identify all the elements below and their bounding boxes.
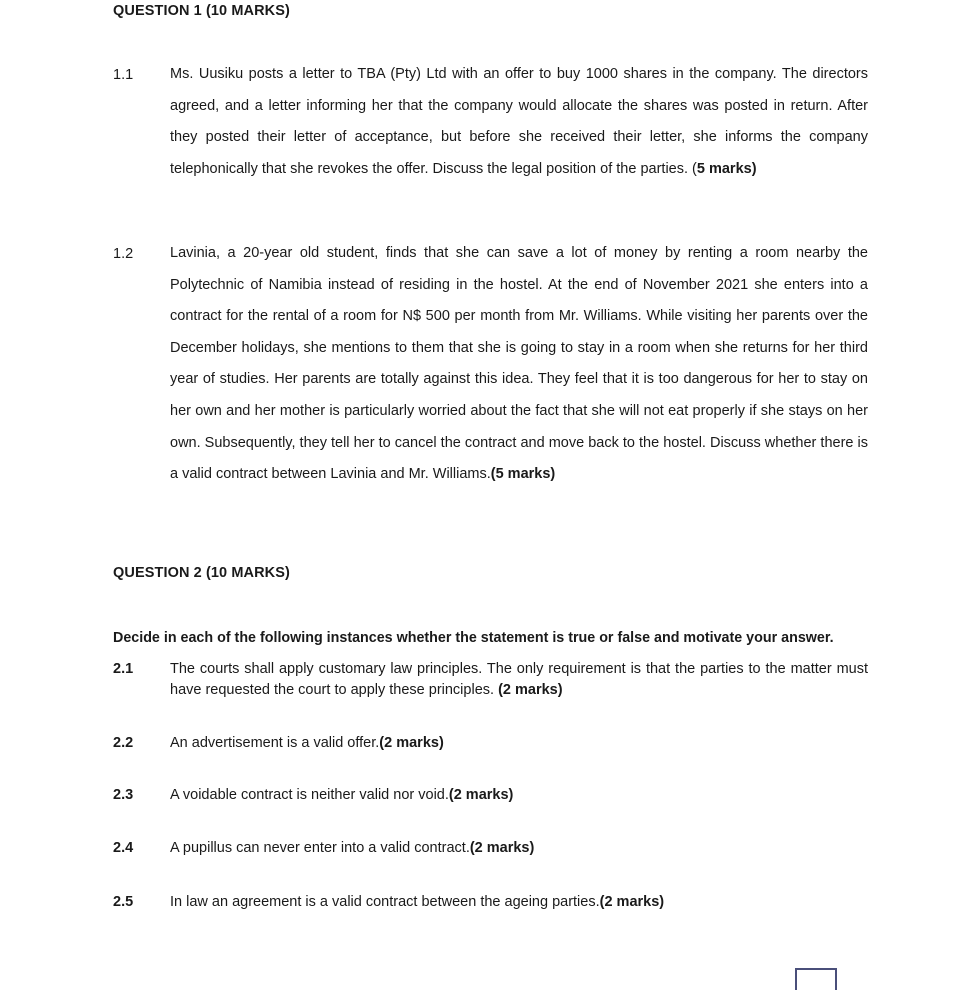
- question-1-2-number: 1.2: [113, 246, 134, 262]
- question-1-2-text: [170, 238, 868, 491]
- question-2-2-marks: (2 marks): [379, 735, 444, 751]
- question-2-5-marks: (2 marks): [599, 894, 665, 910]
- question-1-1-marks: 5 marks): [696, 160, 757, 177]
- question-2-4-body: A pupillus can never enter into a valid contract.: [170, 840, 470, 856]
- question-2-3-text: [170, 785, 868, 806]
- question-2-4-text: [170, 838, 868, 859]
- question-2-1-body: The courts shall apply customary law principles. The only requirement is that the parties to the matter must have requested the court to apply these principles.: [170, 661, 868, 698]
- question-1-2-marks: (5 marks): [490, 466, 556, 483]
- question-2-1-marks: (2 marks): [498, 682, 563, 698]
- question-2-heading: QUESTION 2 (10 MARKS): [113, 565, 290, 581]
- question-2-2-body: An advertisement is a valid offer.: [170, 735, 380, 751]
- question-2-4-number: 2.4: [113, 840, 134, 856]
- question-2-5-body: In law an agreement is a valid contract between the ageing parties.: [170, 894, 600, 910]
- question-2-3-body: A voidable contract is neither valid nor void.: [170, 787, 449, 803]
- page-corner-box: [795, 968, 837, 990]
- question-2-3-marks: (2 marks): [448, 787, 514, 803]
- question-2-instruction: Decide in each of the following instances whether the statement is true or false and motivate your answer.: [113, 630, 834, 646]
- question-2-4-marks: (2 marks): [469, 840, 535, 856]
- question-1-heading: QUESTION 1 (10 MARKS): [113, 3, 290, 19]
- question-1-2-body: Lavinia, a 20-year old student, finds that she can save a lot of money by renting a room nearby the Polytechnic of Namibia instead of residing in the hostel. At the end of November 2021 she enters into a contract for the rental of a room for N$ 500 per month from Mr. Williams. While visiting her parents over the December holidays, she mentions to them that she is going to stay in a room when she returns for her third year of studies. Her parents are totally against this idea. They feel that it is too dangerous for her to stay on her own and her mother is particularly worried about the fact that she will not eat properly if she stays on her own. Subsequently, they tell her to cancel the contract and move back to the hostel. Discuss whether there is a valid contract between Lavinia and Mr. Williams.: [170, 245, 868, 483]
- question-2-2-number: 2.2: [113, 735, 134, 751]
- question-2-5-number: 2.5: [113, 894, 134, 910]
- question-2-5-text: [170, 892, 868, 913]
- question-2-1-text: [170, 659, 868, 701]
- question-1-1-number: 1.1: [113, 67, 134, 83]
- question-1-1-body: Ms. Uusiku posts a letter to TBA (Pty) Ltd with an offer to buy 1000 shares in the company. The directors agreed, and a letter informing her that the company would allocate the shares was posted in return. After they posted their letter of acceptance, but before she received their letter, she informs the company telephonically that she revokes the offer. Discuss the legal position of the parties. (: [170, 66, 868, 177]
- question-1-1-text: [170, 59, 868, 185]
- question-2-3-number: 2.3: [113, 787, 134, 803]
- question-2-2-text: [170, 733, 868, 754]
- question-2-1-number: 2.1: [113, 661, 134, 677]
